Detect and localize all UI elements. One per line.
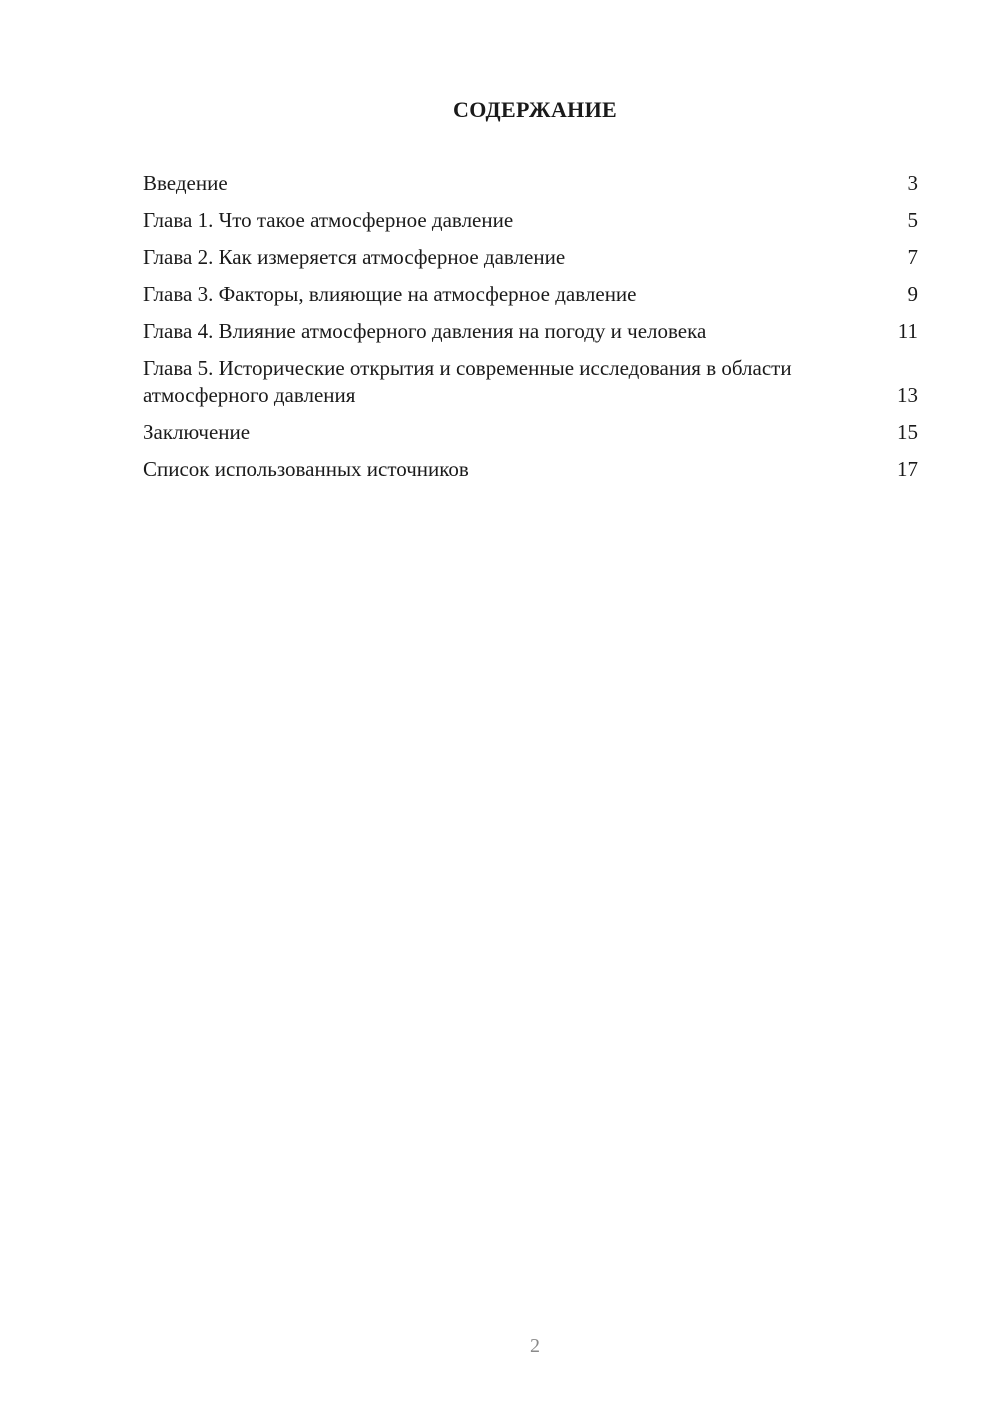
toc-entry-page: 11 <box>897 319 918 343</box>
toc-entry-page: 5 <box>907 208 918 232</box>
toc-entry-page: 15 <box>897 420 918 444</box>
toc-entry-page: 17 <box>897 457 918 481</box>
toc-entry-label: Введение <box>143 171 228 195</box>
toc-entry-chapter-4 <box>143 318 918 345</box>
toc-entry-chapter-2 <box>143 244 918 271</box>
toc-entry-page: 9 <box>907 282 918 306</box>
toc-entry-page: 7 <box>907 245 918 269</box>
toc-entry-chapter-5 <box>143 355 918 409</box>
toc-entry-label: Глава 5. Исторические открытия и современные исследования в области атмосферного давления <box>143 356 792 407</box>
toc-entry-label: Глава 3. Факторы, влияющие на атмосферное давление <box>143 282 637 306</box>
toc-entry-chapter-3 <box>143 281 918 308</box>
table-of-contents <box>143 170 918 493</box>
toc-entry-references <box>143 456 918 483</box>
page-number: 2 <box>530 1335 540 1357</box>
toc-entry-page: 13 <box>897 383 918 407</box>
toc-entry-label: Глава 2. Как измеряется атмосферное давление <box>143 245 566 269</box>
toc-title: СОДЕРЖАНИЕ <box>453 97 617 122</box>
toc-entry-page: 3 <box>907 171 918 195</box>
toc-entry-label: Заключение <box>143 420 251 444</box>
toc-entry-introduction <box>143 170 918 197</box>
toc-entry-chapter-1 <box>143 207 918 234</box>
toc-entry-label: Список использованных источников <box>143 457 469 481</box>
toc-entry-conclusion <box>143 419 918 446</box>
toc-entry-label: Глава 1. Что такое атмосферное давление <box>143 208 514 232</box>
toc-entry-label: Глава 4. Влияние атмосферного давления на погоду и человека <box>143 319 707 343</box>
